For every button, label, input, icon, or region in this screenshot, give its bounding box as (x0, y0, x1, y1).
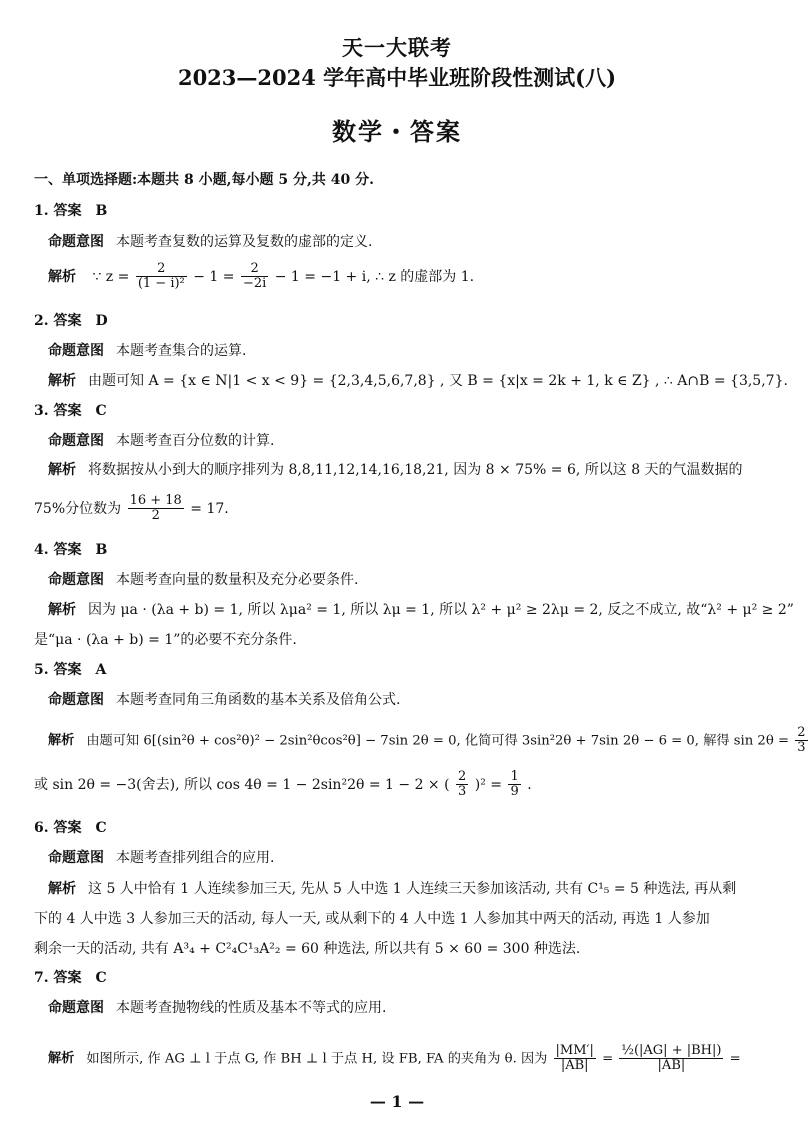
q3-analysis-cont: 75%分位数为 $\frac{16 + 18}{2}$ = 17. (34, 493, 229, 524)
q5-analysis-cont: 或 sin 2θ = −3(舍去), 所以 cos 4θ = 1 − 2sin²2θ = 1 − 2 × ( $\frac{2}{3}$ )² = $\frac{1}{9}$ . (34, 769, 532, 800)
q5-answer: 5. 答案 A (34, 662, 107, 678)
q3-answer: 3. 答案 C (34, 403, 107, 419)
q7-answer: 7. 答案 C (34, 970, 107, 986)
exam-organizer: 天一大联考 (342, 35, 452, 60)
q5-frac-3: $\frac{1}{9}$ (510, 769, 519, 800)
q5-frac-2: $\frac{2}{3}$ (458, 769, 467, 800)
intent-label: 命题意图 (48, 234, 104, 250)
q1-intent-text: 本题考查复数的运算及复数的虚部的定义. (116, 234, 373, 250)
q4-intent: 命题意图 本题考查向量的数量积及充分必要条件. (48, 572, 359, 588)
q7-analysis: 解析 如图所示, 作 AG ⊥ l 于点 G, 作 BH ⊥ l 于点 H, 设 FB, FA 的夹角为 θ. 因为 $\frac{|MM'|}{|AB|}$ = $\frac{\text{½(|AG| + |BH|)}}{|AB|}$ = (48, 1043, 741, 1074)
q6-analysis-3: 剩余一天的活动, 共有 A³₄ + C²₄C¹₃A²₂ = 60 种选法, 所以共有 5 × 60 = 300 种选法. (34, 941, 581, 957)
subject-title: 数学・答案 (332, 117, 462, 146)
analysis-label: 解析 (48, 268, 76, 285)
q2-intent: 命题意图 本题考查集合的运算. (48, 343, 247, 359)
q1-frac-2: $\frac{2}{-2i}$ (242, 261, 267, 292)
q4-analysis-cont: 是“μa · (λa + b) = 1”的必要不充分条件. (34, 632, 297, 648)
q1-a2: − 1 = (193, 268, 235, 285)
q2-analysis: 解析 由题可知 A = {x ∈ N|1 < x < 9} = {2,3,4,5,6,7,8} , 又 B = {x|x = 2k + 1, k ∈ Z} , ∴ A∩B = {3,5,7}. (48, 373, 788, 389)
q7-frac-2: $\frac{\text{½(|AG| + |BH|)}}{|AB|}$ (621, 1043, 722, 1074)
q4-answer: 4. 答案 B (34, 542, 108, 558)
q3-analysis: 解析 将数据按从小到大的顺序排列为 8,8,11,12,14,16,18,21, 因为 8 × 75% = 6, 所以这 8 天的气温数据的 (48, 462, 743, 478)
q6-analysis: 解析 这 5 人中恰有 1 人连续参加三天, 先从 5 人中选 1 人连续三天参加该活动, 共有 C¹₅ = 5 种选法, 再从剩 (48, 881, 737, 897)
section-heading: 一、单项选择题:本题共 8 小题,每小题 5 分,共 40 分. (34, 172, 374, 188)
exam-title: 2023—2024 学年高中毕业班阶段性测试(八) (177, 65, 617, 90)
q3-frac: $\frac{16 + 18}{2}$ (129, 493, 182, 524)
q1-analysis (48, 262, 788, 292)
q6-intent: 命题意图 本题考查排列组合的应用. (48, 850, 275, 866)
q1-a3: − 1 = −1 + i, ∴ z 的虚部为 1. (274, 268, 475, 285)
q7-frac-1: $\frac{|MM'|}{|AB|}$ (555, 1043, 594, 1074)
q4-analysis: 解析 因为 μa · (λa + b) = 1, 所以 λμa² = 1, 所以 λμ = 1, 所以 λ² + μ² ≥ 2λμ = 2, 反之不成立, 故“λ² + μ² ≥ 2” (48, 602, 794, 618)
q1-a1: ∵ z = (92, 268, 130, 285)
q5-intent: 命题意图 本题考查同角三角函数的基本关系及倍角公式. (48, 692, 401, 708)
q6-answer: 6. 答案 C (34, 820, 107, 836)
page-number: — 1 — (369, 1092, 425, 1111)
q1-answer: 1. 答案 B (34, 203, 108, 219)
q6-analysis-2: 下的 4 人中选 3 人参加三天的活动, 每人一天, 或从剩下的 4 人中选 1 人参加其中两天的活动, 再选 1 人参加 (34, 911, 710, 927)
q2-answer: 2. 答案 D (34, 313, 108, 329)
q5-analysis: 解析 由题可知 6[(sin²θ + cos²θ)² − 2sin²θcos²θ] − 7sin 2θ = 0, 化简可得 3sin²2θ + 7sin 2θ − 6 = 0, 解得 sin 2θ = $\frac{2}{3}$ (48, 725, 806, 756)
q7-intent: 命题意图 本题考查抛物线的性质及基本不等式的应用. (48, 1000, 387, 1016)
q5-frac-1: $\frac{2}{3}$ (797, 725, 806, 756)
q1-frac-1: $\frac{2}{\text{(1 − i)²}}$ (137, 261, 185, 292)
q3-intent: 命题意图 本题考查百分位数的计算. (48, 433, 275, 449)
q1-intent (48, 234, 788, 251)
